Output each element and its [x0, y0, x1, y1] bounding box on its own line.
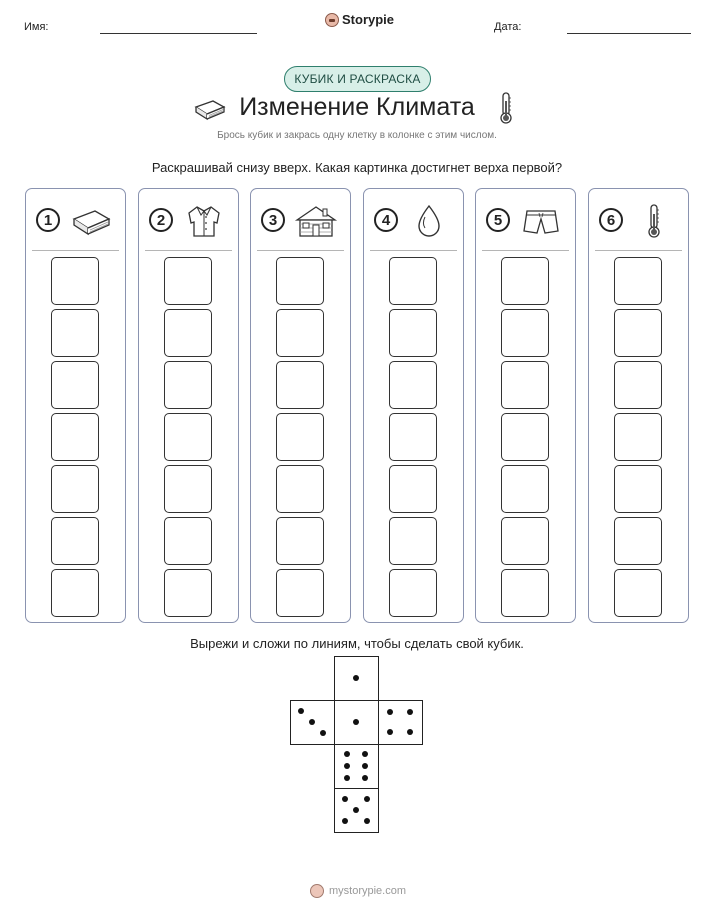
color-cell[interactable] [389, 413, 437, 461]
dice-pip [364, 818, 370, 824]
column-6 [588, 188, 689, 623]
footer-url[interactable]: mystorypie.com [329, 885, 407, 897]
storypie-mascot-icon [310, 884, 324, 898]
color-cell[interactable] [164, 309, 212, 357]
date-label: Дата: [494, 21, 522, 33]
color-cell[interactable] [389, 257, 437, 305]
column-header [261, 203, 341, 239]
cell-stack [276, 257, 325, 621]
cell-stack [51, 257, 100, 621]
color-cell[interactable] [614, 413, 662, 461]
color-cell[interactable] [501, 413, 549, 461]
storypie-mascot-icon [325, 13, 339, 27]
color-cell[interactable] [51, 569, 99, 617]
color-cell[interactable] [276, 465, 324, 513]
dice-pip [407, 709, 413, 715]
color-cell[interactable] [164, 361, 212, 409]
column-header [599, 203, 679, 239]
color-cell[interactable] [614, 517, 662, 565]
color-cell[interactable] [614, 569, 662, 617]
number-badge: 5 [486, 208, 510, 232]
color-cell[interactable] [501, 309, 549, 357]
dice-face-bottom [334, 788, 379, 833]
activity-badge: КУБИК И РАСКРАСКА [284, 66, 431, 92]
number-badge: 1 [36, 208, 60, 232]
dice-pip [320, 730, 326, 736]
column-1 [25, 188, 126, 623]
dice-net [290, 656, 430, 836]
dice-pip [298, 708, 304, 714]
dice-pip [353, 807, 359, 813]
color-cell[interactable] [501, 569, 549, 617]
dice-pip [344, 775, 350, 781]
dice-pip [364, 796, 370, 802]
number-badge: 4 [374, 208, 398, 232]
cell-stack [164, 257, 213, 621]
footer [310, 884, 406, 898]
date-line[interactable] [567, 33, 691, 34]
dice-pip [362, 775, 368, 781]
color-cell[interactable] [51, 309, 99, 357]
column-divider [595, 250, 682, 251]
column-4 [363, 188, 464, 623]
book-icon [68, 203, 114, 239]
column-divider [370, 250, 457, 251]
brand-name: Storypie [342, 12, 395, 27]
dice-pip [342, 818, 348, 824]
color-cell[interactable] [164, 465, 212, 513]
color-cell[interactable] [51, 413, 99, 461]
dice-face-lower [334, 744, 379, 789]
color-cell[interactable] [389, 361, 437, 409]
dice-pip [309, 719, 315, 725]
cell-stack [389, 257, 438, 621]
color-cell[interactable] [51, 465, 99, 513]
column-divider [145, 250, 232, 251]
dice-face-top [334, 656, 379, 701]
dice-pip [362, 763, 368, 769]
color-cell[interactable] [164, 413, 212, 461]
color-cell[interactable] [389, 517, 437, 565]
dice-pip [387, 729, 393, 735]
column-header [486, 203, 566, 239]
dice-pip [344, 763, 350, 769]
number-badge: 6 [599, 208, 623, 232]
color-cell[interactable] [276, 309, 324, 357]
color-cell[interactable] [501, 465, 549, 513]
dice-pip [353, 675, 359, 681]
column-3 [250, 188, 351, 623]
house-icon [293, 203, 339, 239]
color-cell[interactable] [276, 413, 324, 461]
book-icon [193, 96, 227, 122]
storypie-logo [325, 12, 394, 27]
coat-icon [181, 203, 227, 239]
column-header [374, 203, 454, 239]
color-cell[interactable] [164, 517, 212, 565]
color-cell[interactable] [389, 569, 437, 617]
color-cell[interactable] [164, 257, 212, 305]
color-cell[interactable] [501, 361, 549, 409]
page-title: Изменение Климата [239, 93, 475, 121]
color-cell[interactable] [501, 257, 549, 305]
dice-face-left [290, 700, 335, 745]
title-row [0, 93, 714, 127]
shorts-icon [518, 203, 564, 239]
dice-pip [342, 796, 348, 802]
name-label: Имя: [24, 21, 49, 33]
column-divider [257, 250, 344, 251]
thermometer-icon [497, 91, 515, 125]
column-2 [138, 188, 239, 623]
color-cell[interactable] [276, 569, 324, 617]
thermometer-icon [631, 203, 677, 239]
color-cell[interactable] [51, 257, 99, 305]
column-5 [475, 188, 576, 623]
number-badge: 3 [261, 208, 285, 232]
color-cell[interactable] [276, 257, 324, 305]
dice-face-right [378, 700, 423, 745]
name-line[interactable] [100, 33, 257, 34]
dice-pip [407, 729, 413, 735]
color-cell[interactable] [389, 465, 437, 513]
color-cell[interactable] [276, 517, 324, 565]
color-cell[interactable] [614, 361, 662, 409]
color-cell[interactable] [51, 517, 99, 565]
color-cell[interactable] [614, 309, 662, 357]
color-cell[interactable] [164, 569, 212, 617]
color-cell[interactable] [614, 257, 662, 305]
color-cell[interactable] [276, 361, 324, 409]
color-cell[interactable] [389, 309, 437, 357]
cell-stack [614, 257, 663, 621]
cell-stack [501, 257, 550, 621]
color-cell[interactable] [501, 517, 549, 565]
subtitle: Брось кубик и закрась одну клетку в колонке с этим числом. [217, 130, 497, 141]
number-badge: 2 [149, 208, 173, 232]
column-divider [32, 250, 119, 251]
dice-pip [387, 709, 393, 715]
color-cell[interactable] [614, 465, 662, 513]
dice-pip [353, 719, 359, 725]
dice-pip [344, 751, 350, 757]
cut-instruction: Вырежи и сложи по линиям, чтобы сделать свой кубик. [190, 636, 524, 651]
instruction: Раскрашивай снизу вверх. Какая картинка достигнет верха первой? [151, 160, 563, 175]
column-header [149, 203, 229, 239]
dice-face-center [334, 700, 379, 745]
color-cell[interactable] [51, 361, 99, 409]
dice-pip [362, 751, 368, 757]
column-divider [482, 250, 569, 251]
raindrop-icon [406, 203, 452, 239]
column-header [36, 203, 116, 239]
